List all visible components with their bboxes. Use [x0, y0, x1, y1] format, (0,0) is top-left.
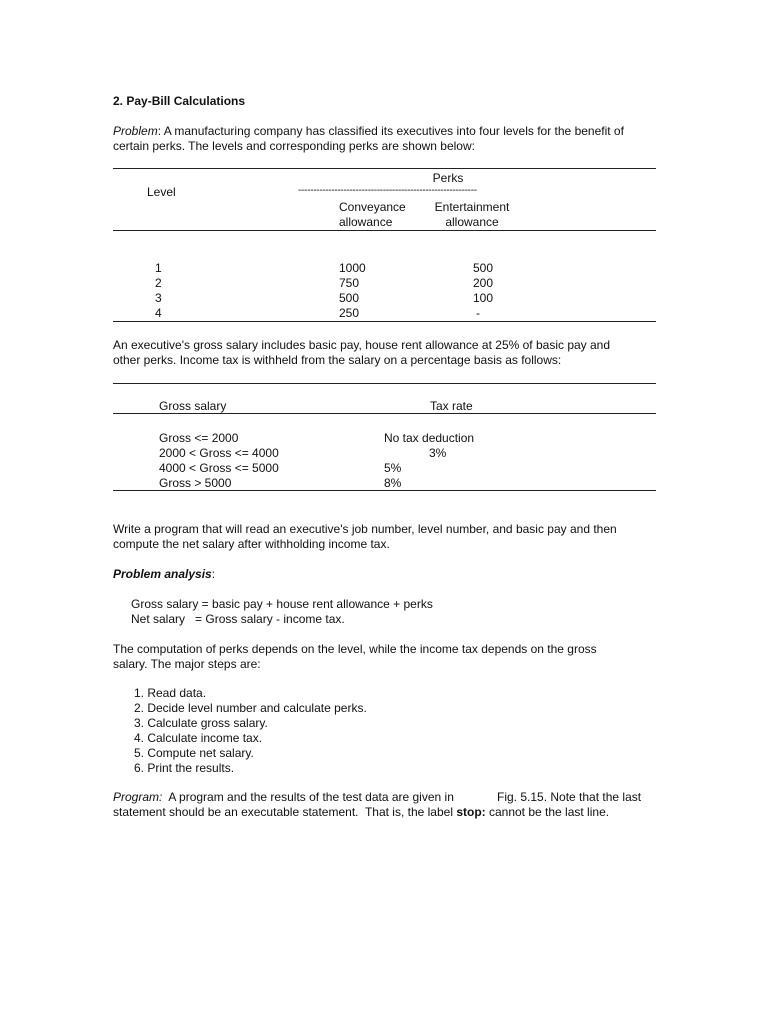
perks-level-cell: 4 — [155, 306, 162, 320]
problem-line-1 — [113, 124, 624, 138]
perks-conveyance-cell: 500 — [339, 291, 360, 305]
tax-rate-cell: 5% — [384, 461, 402, 475]
perks-table-header-rule — [113, 230, 656, 231]
perks-level-cell: 3 — [155, 291, 162, 305]
perks-table-bottom-rule — [113, 321, 656, 322]
perks-conveyance-cell: 250 — [339, 306, 360, 320]
step-item: 2. Decide level number and calculate perks. — [134, 701, 367, 715]
analysis-colon: : — [211, 567, 216, 581]
gross-line-2: other perks. Income tax is withheld from the salary on a percentage basis as follows: — [113, 353, 562, 367]
perks-conveyance-cell: 1000 — [339, 261, 366, 275]
perks-table-top-rule — [113, 168, 656, 169]
gross-salary-header: Gross salary — [159, 399, 227, 413]
perks-entertainment-cell: 200 — [473, 276, 494, 290]
section-heading: 2. Pay-Bill Calculations — [113, 94, 246, 108]
conveyance-header-2: allowance — [339, 215, 393, 229]
program-text-2b: cannot be the last line. — [485, 805, 610, 819]
tax-gross-cell: 2000 < Gross <= 4000 — [159, 446, 279, 460]
entertainment-header-1: Entertainment — [434, 200, 510, 214]
tax-table-bottom-rule — [113, 490, 656, 491]
program-text-2a: statement should be an executable statement. That is, the label — [113, 805, 457, 819]
program-label: Program: — [113, 790, 163, 804]
level-header: Level — [147, 185, 176, 199]
step-item: 3. Calculate gross salary. — [134, 716, 268, 730]
perks-entertainment-cell: 100 — [473, 291, 494, 305]
tax-rate-header: Tax rate — [430, 399, 473, 413]
problem-line-2: certain perks. The levels and corresponding perks are shown below: — [113, 139, 475, 153]
write-line-2: compute the net salary after withholding income tax. — [113, 537, 390, 551]
perks-entertainment-cell: 500 — [473, 261, 494, 275]
tax-rate-cell: 3% — [429, 446, 447, 460]
tax-gross-cell: 4000 < Gross <= 5000 — [159, 461, 279, 475]
step-item: 5. Compute net salary. — [134, 746, 254, 760]
perks-header: Perks — [432, 171, 464, 185]
program-line-1 — [113, 790, 454, 804]
write-line-1: Write a program that will read an executive's job number, level number, and basic pay and then — [113, 522, 617, 536]
analysis-heading — [113, 567, 215, 581]
computation-line-2: salary. The major steps are: — [113, 657, 261, 671]
perks-conveyance-cell: 750 — [339, 276, 360, 290]
tax-gross-cell: Gross <= 2000 — [159, 431, 239, 445]
step-item: 4. Calculate income tax. — [134, 731, 263, 745]
program-line-2 — [113, 805, 609, 819]
gross-formula: Gross salary = basic pay + house rent allowance + perks — [131, 597, 433, 611]
problem-text-1: : A manufacturing company has classified its executives into four levels for the benefit of — [157, 124, 624, 138]
entertainment-header-2: allowance — [445, 215, 499, 229]
tax-rate-cell: No tax deduction — [384, 431, 475, 445]
perks-entertainment-cell: - — [476, 306, 480, 320]
problem-label: Problem — [113, 124, 158, 138]
step-item: 1. Read data. — [134, 686, 207, 700]
perks-dashes: ----------------------------------------------------------- — [298, 185, 477, 196]
program-text-1b: Fig. 5.15. Note that the last — [497, 790, 642, 804]
perks-level-cell: 2 — [155, 276, 162, 290]
gross-line-1: An executive's gross salary includes basic pay, house rent allowance at 25% of basic pay and — [113, 338, 611, 352]
tax-table-top-rule — [113, 383, 656, 384]
stop-label: stop: — [456, 805, 486, 819]
computation-line-1: The computation of perks depends on the level, while the income tax depends on the gross — [113, 642, 597, 656]
tax-gross-cell: Gross > 5000 — [159, 476, 232, 490]
tax-table-header-rule — [113, 413, 656, 414]
program-text-1a: A program and the results of the test data are given in — [162, 790, 454, 804]
net-formula: Net salary = Gross salary - income tax. — [131, 612, 345, 626]
tax-rate-cell: 8% — [384, 476, 402, 490]
step-item: 6. Print the results. — [134, 761, 235, 775]
analysis-label: Problem analysis — [113, 567, 212, 581]
perks-level-cell: 1 — [155, 261, 162, 275]
conveyance-header-1: Conveyance — [339, 200, 406, 214]
